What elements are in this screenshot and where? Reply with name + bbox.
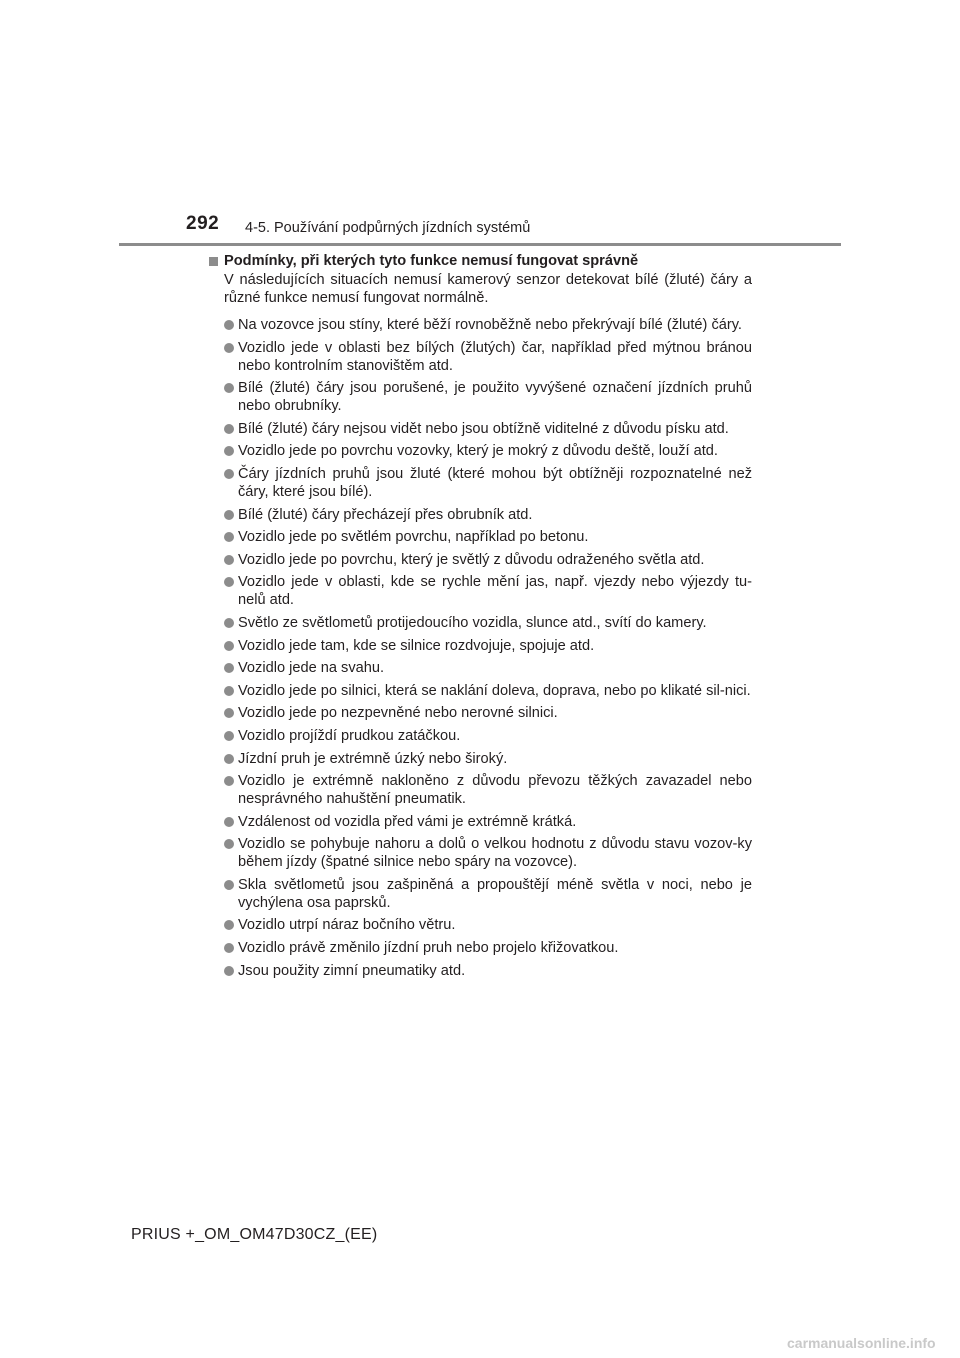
circle-bullet-icon bbox=[224, 920, 234, 930]
circle-bullet-icon bbox=[224, 708, 234, 718]
circle-bullet-icon bbox=[224, 776, 234, 786]
circle-bullet-icon bbox=[224, 577, 234, 587]
list-item bbox=[209, 876, 752, 912]
watermark: carmanualsonline.info bbox=[787, 1335, 936, 1351]
circle-bullet-icon bbox=[224, 383, 234, 393]
list-item bbox=[209, 772, 752, 808]
circle-bullet-icon bbox=[224, 532, 234, 542]
list-item bbox=[209, 704, 752, 722]
section-heading-text: Podmínky, při kterých tyto funkce nemusí fungovat správně bbox=[224, 253, 639, 269]
list-item-text: Vozidlo jede po světlém povrchu, například po betonu. bbox=[238, 529, 589, 546]
list-item bbox=[209, 614, 752, 632]
circle-bullet-icon bbox=[224, 618, 234, 628]
list-item-text: Bílé (žluté) čáry jsou porušené, je použito vyvýšené označení jízdních pruhů nebo obrubníky. bbox=[238, 380, 752, 415]
list-item bbox=[209, 379, 752, 415]
circle-bullet-icon bbox=[224, 446, 234, 456]
list-item-text: Vozidlo jede v oblasti bez bílých (žlutých) čar, například před mýtnou bránou nebo kontrolním stanovištěm atd. bbox=[238, 339, 752, 374]
circle-bullet-icon bbox=[224, 817, 234, 827]
list-item bbox=[209, 506, 752, 524]
circle-bullet-icon bbox=[224, 424, 234, 434]
section-title: 4-5. Používání podpůrných jízdních systémů bbox=[245, 220, 531, 236]
circle-bullet-icon bbox=[224, 731, 234, 741]
conditions-list bbox=[209, 316, 752, 980]
list-item bbox=[209, 573, 752, 609]
circle-bullet-icon bbox=[224, 320, 234, 330]
list-item-text: Vozidlo jede po nezpevněné nebo nerovné silnici. bbox=[238, 705, 558, 722]
intro-paragraph: V následujících situacích nemusí kamerový senzor detekovat bílé (žluté) čáry a různé funkce nemusí fungovat normálně. bbox=[224, 272, 752, 306]
list-item bbox=[209, 813, 752, 831]
list-item-text: Světlo ze světlometů protijedoucího vozidla, slunce atd., svítí do kamery. bbox=[238, 614, 707, 631]
circle-bullet-icon bbox=[224, 510, 234, 520]
list-item bbox=[209, 465, 752, 501]
list-item-text: Skla světlometů jsou zašpiněná a propouštějí méně světla v noci, nebo je vychýlena osa paprsků. bbox=[238, 876, 752, 911]
list-item bbox=[209, 962, 752, 980]
list-item bbox=[209, 727, 752, 745]
list-item bbox=[209, 659, 752, 677]
list-item-text: Na vozovce jsou stíny, které běží rovnoběžně nebo překrývají bílé (žluté) čáry. bbox=[238, 317, 742, 333]
list-item bbox=[209, 939, 752, 957]
list-item-text: Vozidlo jede po silnici, která se naklání doleva, doprava, nebo po klikaté sil-nici. bbox=[238, 682, 751, 699]
circle-bullet-icon bbox=[224, 343, 234, 353]
main-content bbox=[209, 252, 752, 984]
circle-bullet-icon bbox=[224, 641, 234, 651]
list-item bbox=[209, 339, 752, 375]
section-heading bbox=[209, 252, 752, 270]
square-bullet-icon bbox=[209, 257, 218, 266]
list-item-text: Čáry jízdních pruhů jsou žluté (které mohou být obtížněji rozpoznatelné než čáry, které jsou bílé). bbox=[238, 465, 752, 500]
list-item bbox=[209, 682, 752, 700]
circle-bullet-icon bbox=[224, 663, 234, 673]
list-item-text: Jsou použity zimní pneumatiky atd. bbox=[238, 962, 466, 979]
list-item-text: Vozidlo jede tam, kde se silnice rozdvojuje, spojuje atd. bbox=[238, 637, 595, 654]
list-item bbox=[209, 750, 752, 768]
page-number: 292 bbox=[186, 213, 220, 234]
list-item-text: Vozidlo jede po povrchu vozovky, který je mokrý z důvodu deště, louží atd. bbox=[238, 443, 718, 460]
circle-bullet-icon bbox=[224, 555, 234, 565]
circle-bullet-icon bbox=[224, 469, 234, 479]
list-item bbox=[209, 551, 752, 569]
list-item bbox=[209, 916, 752, 934]
circle-bullet-icon bbox=[224, 966, 234, 976]
list-item-text: Vozidlo projíždí prudkou zatáčkou. bbox=[238, 727, 461, 744]
list-item-text: Vozidlo jede v oblasti, kde se rychle mění jas, např. vjezdy nebo výjezdy tu-nelů atd. bbox=[238, 574, 752, 609]
circle-bullet-icon bbox=[224, 943, 234, 953]
list-item-text: Vozidlo se pohybuje nahoru a dolů o velkou hodnotu z důvodu stavu vozov-ky během jízdy (špatné silnice nebo spáry na vozovce). bbox=[238, 836, 752, 871]
list-item-text: Jízdní pruh je extrémně úzký nebo široký. bbox=[238, 750, 508, 767]
list-item bbox=[209, 316, 752, 334]
list-item-text: Vozidlo je extrémně nakloněno z důvodu převozu těžkých zavazadel nebo nesprávného nahuštění pneumatik. bbox=[238, 773, 752, 808]
list-item-text: Bílé (žluté) čáry nejsou vidět nebo jsou obtížně viditelné z důvodu písku atd. bbox=[238, 420, 729, 437]
circle-bullet-icon bbox=[224, 880, 234, 890]
list-item-text: Vozidlo utrpí náraz bočního větru. bbox=[238, 917, 456, 934]
list-item-text: Vozidlo právě změnilo jízdní pruh nebo projelo křižovatkou. bbox=[238, 940, 619, 957]
list-item-text: Vozidlo jede na svahu. bbox=[238, 660, 385, 677]
list-item bbox=[209, 528, 752, 546]
circle-bullet-icon bbox=[224, 686, 234, 696]
list-item bbox=[209, 835, 752, 871]
list-item-text: Bílé (žluté) čáry přecházejí přes obrubník atd. bbox=[238, 506, 533, 523]
list-item-text: Vozidlo jede po povrchu, který je světlý z důvodu odraženého světla atd. bbox=[238, 551, 705, 568]
list-item bbox=[209, 637, 752, 655]
circle-bullet-icon bbox=[224, 839, 234, 849]
page-header bbox=[0, 0, 960, 250]
list-item-text: Vzdálenost od vozidla před vámi je extrémně krátká. bbox=[238, 813, 577, 830]
list-item bbox=[209, 420, 752, 438]
list-item bbox=[209, 442, 752, 460]
document-code: PRIUS +_OM_OM47D30CZ_(EE) bbox=[131, 1226, 378, 1243]
header-rule bbox=[119, 243, 841, 246]
circle-bullet-icon bbox=[224, 754, 234, 764]
